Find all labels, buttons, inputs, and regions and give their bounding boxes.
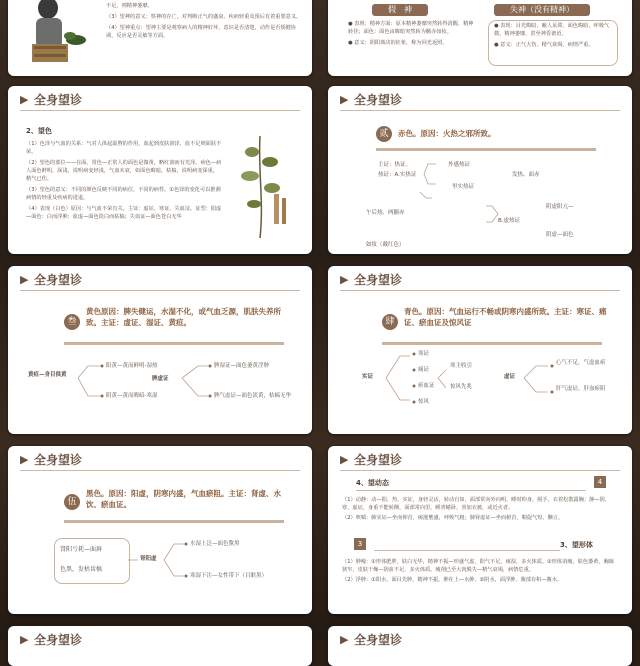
chevron-right-icon: ▶ [340,93,349,106]
s5-mid-label: 脾虚证 [152,376,169,382]
s5-connectors [8,266,312,434]
s6-mid-label: 虚证 [504,374,516,380]
herb-illustration [230,132,294,242]
slide-9-title: 全身望诊 [34,633,83,647]
s6-c-2: 肝气虚证，肝血瘀阻 [556,386,606,392]
s6-a-2: 痛证 [418,367,430,373]
s8-num-2: 3 [354,538,366,550]
slide-8-title: 全身望诊 [354,453,403,467]
s6-a-1: 寒证 [418,351,430,357]
s3-line-4: （4）表现（白色）原因：与气血不荣有关。主证：虚证、寒证、失血证。证型：阳虚—面色：白而浮肿；血虚—面色淡白而枯槁；失血证—面色苍白无华 [26,206,222,220]
s3-line-2: （2）望色的部位——在面。常色—正常人的面色是微黄，略红润而有光泽。病色—病人面色鲜明，深浅，说明病变轻浅，气血未衰，如面色晦暗，枯槁，说明病变深重，精气已伤。 [26,160,222,182]
slide-9-header [8,626,312,652]
s8-underline-1 [356,490,586,491]
s5-item-2: 阴黄—黄而晦暗-寒湿 [106,393,158,399]
s3-heading: 2、望色 [26,127,52,135]
slide-7-title: 全身望诊 [34,453,83,467]
s8-num-1: 4 [594,476,606,488]
s5-item-4: 脾气虚证—面色淡黄，枯槁无华 [214,393,292,399]
s4-node-2: 外感热证 [448,162,471,168]
slide-10-title: 全身望诊 [354,633,403,647]
section-badge: 叁 [64,314,80,330]
s1-line-1: 不足，则精神萎靡。 [106,3,153,9]
s8-section-1: 4、望动态 [356,479,389,487]
s6-b-1: 寒主收引 [450,363,473,369]
s2-left-text [348,20,476,47]
slide-8[interactable] [328,446,632,614]
slide-4-title: 全身望诊 [354,93,403,107]
s2-right-1: ● 表现：目光晦暗，瞳人呆滞，面色晦暗，呼吸气微，精神萎靡，甚至神昏谵语。 [494,23,610,37]
s4-node-3: 热证：A.实热证 [378,172,417,178]
s5-item-1: 阳黄—黄而鲜明-湿热 [106,363,158,369]
slide-4[interactable] [328,86,632,254]
lost-spirit-tag: 失神（没有精神） [494,4,590,16]
s8-paragraph-1 [342,496,618,522]
s3-body [26,140,222,221]
s4-node-1: 主证：热证。 [378,162,412,168]
slide-1-text [106,2,302,40]
s6-headline: 青色。原因：气血运行不畅或阴寒内盛所致。主证：寒证、痛证、瘀血证及惊风证 [404,307,607,327]
s2-right-2: ● 意义：正气大伤，精气衰竭，病情严重。 [494,42,594,48]
section-badge: 贰 [376,126,392,142]
s6-b-2: 惊风先兆 [450,384,473,390]
slide-6-title: 全身望诊 [354,273,403,287]
s4-node-5: 里实热证 [452,184,475,190]
slide-3-title: 全身望诊 [34,93,83,107]
header-divider [340,470,620,471]
s6-left-label: 实证 [362,374,374,380]
s4-node-4: 发热、面赤 [512,172,540,178]
s8-p1-line-1: （1）动静：动—阳、热、实证，身轻灵活，转动自如，面部常向外向明，睡时仰身，脱手，衣着松散露胸；静—阴、寒、虚证，身重不能转侧，面部常向里，睡喜蜷卧，喜加衣被，或近火者。 [342,497,610,511]
s6-c-1: 心气不足，气虚血瘀 [556,360,606,366]
chevron-right-icon: ▶ [20,453,29,466]
figure-illustration [18,0,88,74]
chevron-right-icon: ▶ [340,633,349,646]
slide-9[interactable] [8,626,312,666]
s4-connectors [328,86,632,254]
s1-line-2: （3）望神的意义：察神的存亡，对判断正气的盛衰、疾病轻重及预后有着重要意义。 [106,14,302,20]
slide-5-title: 全身望诊 [34,273,83,287]
s3-line-3: （3）望色的意义：不同的颜色反映不同的病位，不同的病性。①色泽的变化可以推测病情的轻重及疾病的进退。 [26,187,221,201]
slide-6[interactable] [328,266,632,434]
s1-line-3: （4）望神重点：望神主要是观察病人的精神好坏、意识是否清楚，动作是否矫健协调，反应是否灵敏等方面。 [106,25,297,39]
s4-headline: 赤色。原因：火热之邪所致。 [398,129,496,138]
s7-item-1: 水湿上泛—面色黧黑 [190,541,240,547]
slide-3-header [8,86,312,112]
chevron-right-icon: ▶ [20,633,29,646]
s4-node-10: 如妆（戴红色） [366,242,405,248]
slide-1[interactable] [8,0,312,76]
header-divider [20,110,300,111]
s4-node-9: 阴虚—面色 [546,232,574,238]
section-badge: 伍 [64,494,80,510]
s7-connectors [8,446,312,614]
chevron-right-icon: ▶ [20,273,29,286]
slide-10-header [328,626,632,652]
chevron-right-icon: ▶ [340,453,349,466]
s5-left-label: 黄疸—身目俱黄 [28,372,67,378]
s7-headline: 黑色。原因：阳虚，阴寒内盛，气血瘀阻。主证：肾虚、水饮、瘀血证。 [86,489,281,509]
s5-item-3: 脾湿证—面色萎黄浮肿 [214,363,270,369]
s2-left-2: ● 意义：阴阳离决的征象，称为回光返照。 [348,40,448,46]
s4-node-8: B.虚热证 [498,218,521,224]
slide-8-header [328,446,632,472]
slide-7[interactable] [8,446,312,614]
s8-p2-line-1: （1）肿瘦：①形体肥胖，肤白无华，精神不振—形盛气虚，阳气不足，痰湿，多火体质。②形体消瘦，肤色萎黄，胸廓狭窄，皮肤干燥—阴血不足，多火体质。瘦削已至大肉脱失—精气衰竭，病情危重。 [342,559,614,573]
s7-mid-label: 肾阳虚 [140,556,157,562]
s4-node-7: 午后热、两颧赤 [366,210,405,216]
slide-5[interactable] [8,266,312,434]
s4-node-6: 阴虚阳亢— [546,204,574,210]
s6-connectors [328,266,632,434]
s8-paragraph-2 [342,558,618,584]
s6-a-4: 惊风 [418,399,430,405]
s8-p1-line-2: （2）咳喘：肺实证—坐而仰首，痰涎壅盛，呼吸气粗；肺肾虚证—坐而俯首，喘促气短，懒言。 [342,515,564,521]
chevron-right-icon: ▶ [20,93,29,106]
chevron-right-icon: ▶ [340,273,349,286]
s8-section-2: 3、望形体 [560,541,593,549]
slide-3[interactable] [8,86,312,254]
s5-headline: 黄色原因：脾失健运，水湿不化，或气血乏源，肌肤失养所致。主证：虚证、湿证、黄疸。 [86,307,281,327]
slide-10[interactable] [328,626,632,666]
s3-line-1: （1）色泽与气血的关系：气对人体起温煦的作用，血起到皮肤润泽，血不足则面肤不荣。 [26,141,222,155]
s6-a-3: 瘀血证 [418,383,435,389]
s7-box-line-2: 色黑，发枯齿槁 [60,566,103,573]
s2-right-text [494,22,612,49]
s2-left-1: ● 表现：精神方面：原本精神萎靡突然转得清醒、精神转佳；面色：面色由晦暗突然转为颧赤如妆。 [348,21,474,35]
s7-box-line-1: 肾阳亏耗—面唇 [60,546,103,553]
s8-p2-line-2: （2）浮肿：①阳水，面目先肿，精神不振，肿在上—水肿。②阴水，面浮肿，腹部有积—腹水。 [342,577,563,583]
section-badge: 肆 [382,314,398,330]
s7-item-2: 寒湿下注—女性带下（目眶黑） [190,573,268,579]
slide-2[interactable] [328,0,632,76]
false-spirit-tag: 假 神 [372,4,428,16]
s8-underline-2 [374,550,560,551]
